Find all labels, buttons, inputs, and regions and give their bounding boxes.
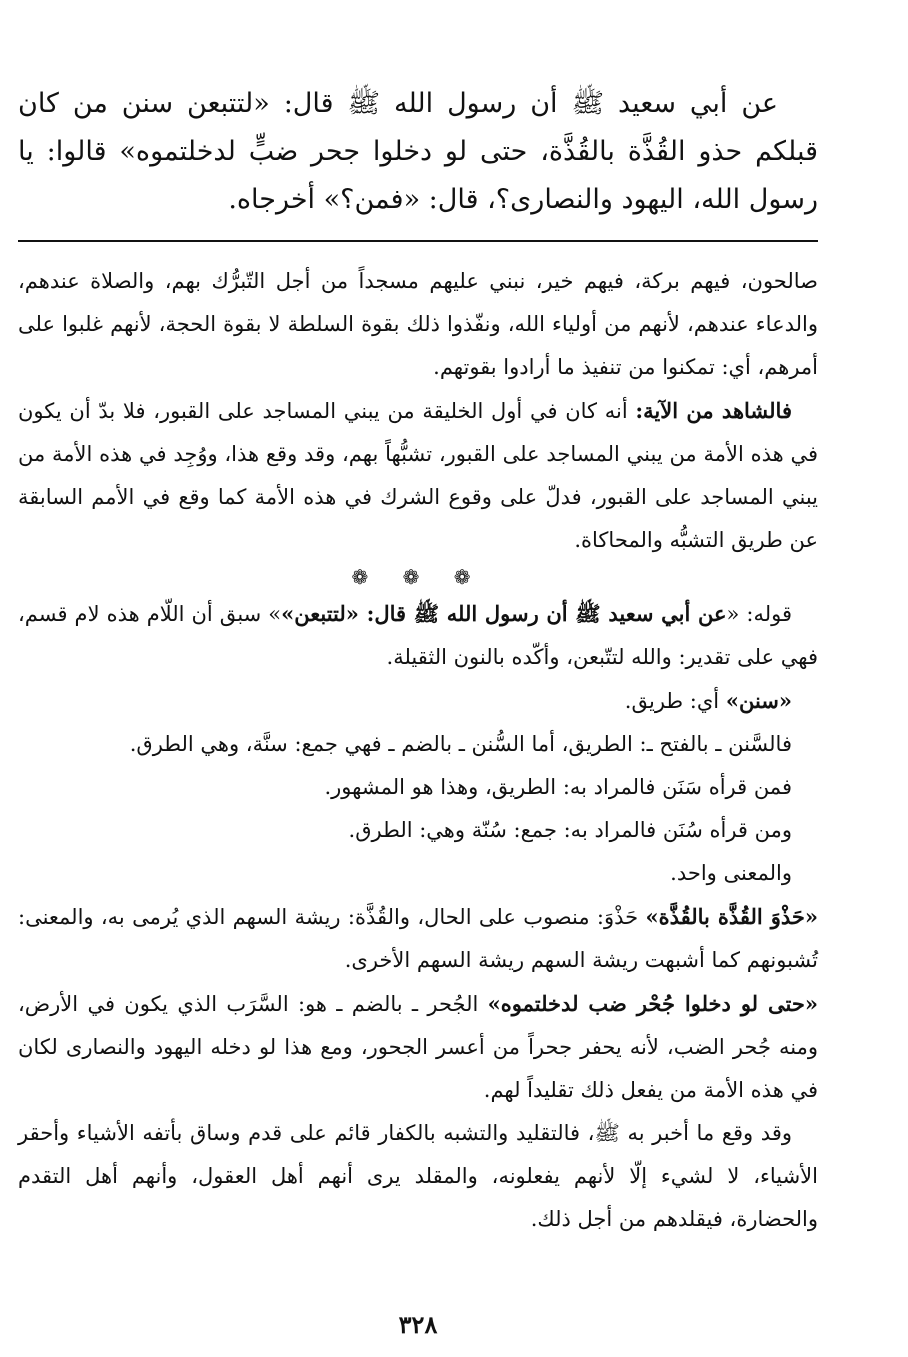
paragraph-3 [18,592,818,679]
page-number: ٣٢٨ [398,1310,438,1339]
paragraph-10 [18,982,818,1112]
paragraph-2-label: فالشاهد من الآية: [635,398,792,423]
paragraph-3-prefix: قوله: « [726,602,792,626]
hadith-paragraph: عن أبي سعيد ﷺ أن رسول الله ﷺ قال: «لتتبعن سنن من كان قبلكم حذو القُذَّة بالقُذَّة، حتى لو دخلوا جحر ضبٍّ لدخلتموه» قالوا: يا رسول الله، اليهود والنصارى؟، قال: «فمن؟» أخرجاه. [18,88,818,215]
paragraph-9-term: «حَذْوَ القُذَّة بالقُذَّة» [645,904,818,929]
paragraph-4-text: أي: طريق. [624,689,726,713]
paragraph-5: فالسَّنن ـ بالفتح ـ: الطريق، أما السُّنن ـ بالضم ـ فهي جمع: سنَّة، وهي الطرق. [129,732,792,756]
commentary-text-block [18,260,818,1241]
paragraph-4 [18,679,818,723]
paragraph-10-term: «حتى لو دخلوا جُحْر ضب لدخلتموه» [487,991,818,1016]
paragraph-3-quote: عن أبي سعيد ﷺ أن رسول الله ﷺ قال: «لتتبعن» [281,601,727,626]
paragraph-8: والمعنى واحد. [670,861,792,885]
paragraph-2-text: أنه كان في أول الخليقة من يبني المساجد على القبور، فلا بدّ أن يكون في هذه الأمة من يبني المساجد على القبور، تشبُّهاً بهم، وقد وقع هذا، ووُجِد في هذه الأمة من يبني المساجد على القبور، فدلّ على وقوع الشرك في هذه الأمة كما وقع في الأمم السابقة عن طريق التشبُّه والمحاكاة. [18,399,818,552]
paragraph-9 [18,895,818,982]
paragraph-9-text: حَذْوَ: منصوب على الحال، والقُذَّة: ريشة السهم الذي يُرمى به، والمعنى: تُشبونهم كما أشبهت ريشة السهم ريشة السهم الأخرى. [18,905,818,972]
book-page [18,0,818,1357]
hadith-text-block [18,80,818,224]
paragraph-7: ومن قرأه سُنَن فالمراد به: جمع: سُنّة وهي: الطرق. [348,818,792,842]
paragraph-2 [18,389,818,562]
paragraph-6: فمن قرأه سَنَن فالمراد به: الطريق، وهذا هو المشهور. [324,775,792,799]
paragraph-4-term: «سنن» [725,688,792,713]
paragraph-10-text: الجُحر ـ بالضم ـ هو: السَّرَب الذي يكون في الأرض، ومنه جُحر الضب، لأنه يحفر جحراً من أعسر الجحور، ومع هذا لو دخله اليهود والنصارى لكان في هذه الأمة من يفعل ذلك تقليداً لهم. [18,992,818,1102]
paragraph-3-text: » سبق أن اللّام هذه لام قسم، فهي على تقدير: والله لتتّبعن، وأكّده بالنون الثقيلة. [18,602,818,669]
horizontal-rule [18,240,818,242]
paragraph-11: وقد وقع ما أخبر به ﷺ، فالتقليد والتشبه بالكفار قائم على قدم وساق بأتفه الأشياء وأحقر الأشياء، لا لشيء إلّا لأنهم يفعلونه، والمقلد يرى أنهم أهل العقول، وأنهم أهل التقدم والحضارة، فيقلدهم من أجل ذلك. [18,1121,818,1231]
section-separator-stars: ❁ ❁ ❁ [351,565,485,589]
paragraph-1: صالحون، فيهم بركة، فيهم خير، نبني عليهم مسجداً من أجل التّبرُّك بهم، والصلاة عندهم، والدعاء عندهم، لأنهم من أولياء الله، ونفّذوا ذلك بقوة السلطة لا بقوة الحجة، لأنهم غلبوا على أمرهم، أي: تمكنوا من تنفيذ ما أرادوا بقوتهم. [18,269,818,379]
